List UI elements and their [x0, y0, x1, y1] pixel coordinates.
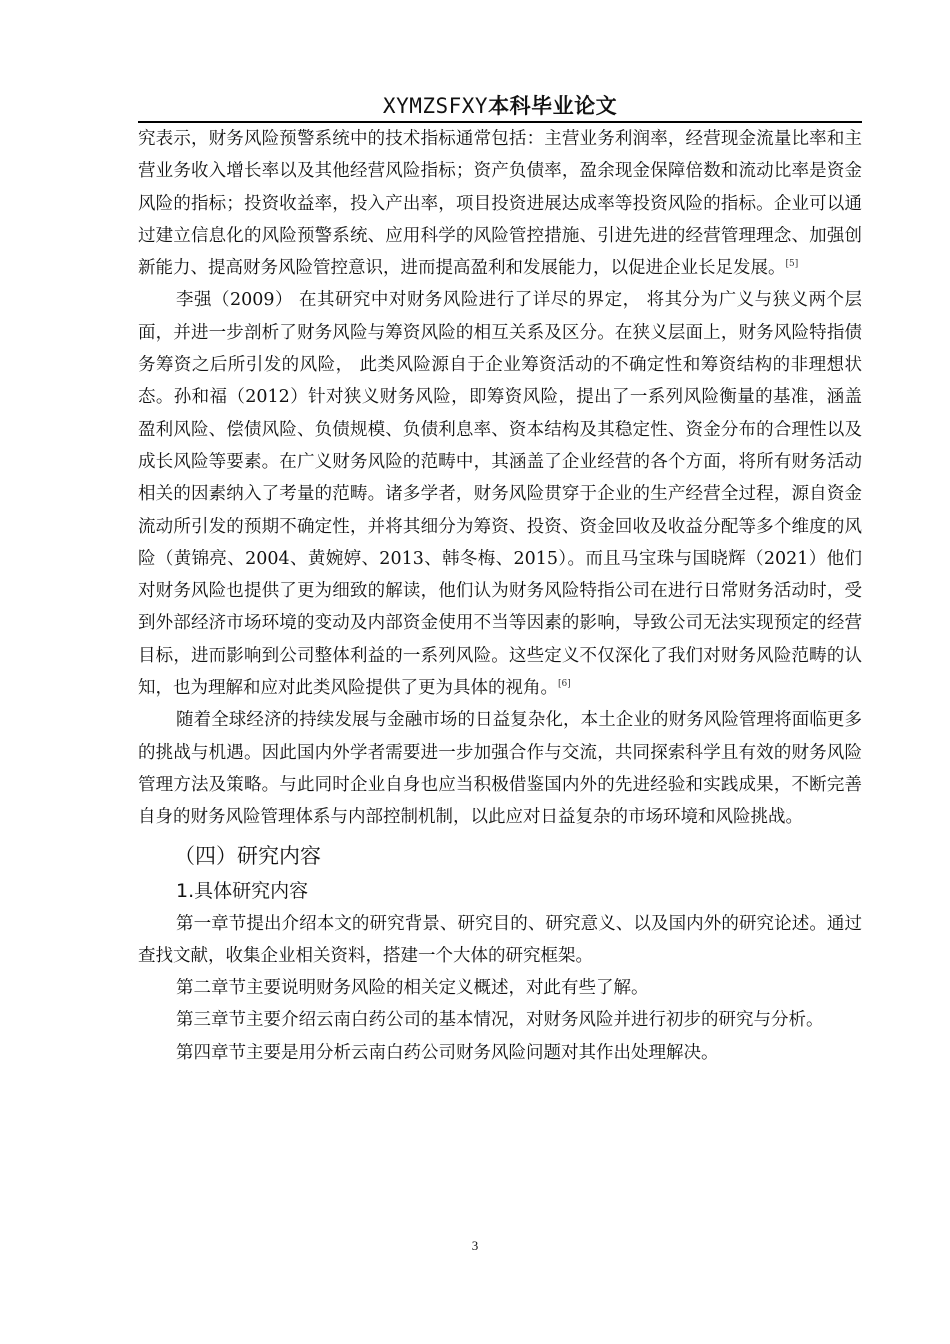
section-heading: （四）研究内容: [174, 843, 321, 868]
citation-5: [5]: [785, 259, 799, 270]
page-number: 3: [471, 1238, 479, 1253]
paragraph-continuation: 究表示，财务风险预警系统中的技术指标通常包括：主营业务利润率，经营现金流量比率和主营业务收入增长率以及其他经营风险指标；资产负债率，盈余现金保障倍数和流动比率是资金风险的指标；投资收益率，投入产出率，项目投资进展达成率等投资风险的指标。企业可以通过建立信息化的风险预警系统、应用科学的风险管控措施、引进先进的经营管理理念、加强创新能力、提高财务风险管控意识，进而提高盈利和发展能力，以促进企业长足发展。[5]: [138, 129, 862, 279]
paragraph-chapter-1: 第一章节提出介绍本文的研究背景、研究目的、研究意义、以及国内外的研究论述。通过查找文献，收集企业相关资料，搭建一个大体的研究框架。: [138, 913, 862, 966]
paragraph-chapter-4: 第四章节主要是用分析云南白药公司财务风险问题对其作出处理解决。: [176, 1042, 719, 1063]
citation-6: [6]: [558, 679, 571, 690]
header-title: 本科毕业论文: [488, 94, 618, 118]
paragraph-chapter-2: 第二章节主要说明财务风险的相关定义概述，对此有些了解。: [176, 978, 649, 999]
subsection-heading: 1.具体研究内容: [176, 879, 309, 902]
paragraph-chapter-3: 第三章节主要介绍云南白药公司的基本情况，对财务风险并进行初步的研究与分析。: [176, 1010, 824, 1031]
paragraph-liqiang: 李强（2009） 在其研究中对财务风险进行了详尽的界定， 将其分为广义与狭义两个层面，并进一步剖析了财务风险与筹资风险的相互关系及区分。在狭义层面上，财务风险特指债务筹资之后所引发的风险， 此类风险源自于企业筹资活动的不确定性和筹资结构的非理想状态。孙和福（2012）针对狭义财务风险，即筹资风险，提出了一系列风险衡量的基准，涵盖盈利风险、偿债风险、负债规模、负债利息率、资本结构及其稳定性、资金分布的合理性以及成长风险等要素。在广义财务风险的范畴中，其涵盖了企业经营的各个方面，将所有财务活动相关的因素纳入了考量的范畴。诸多学者，财务风险贯穿于企业的生产经营全过程，源自资金流动所引发的预期不确定性，并将其细分为筹资、投资、资金回收及收益分配等多个维度的风险（黄锦亮、2004、黄婉婷、2013、韩冬梅、2015）。而且马宝珠与国晓辉（2021）他们对财务风险也提供了更为细致的解读，他们认为财务风险特指公司在进行日常财务活动时，受到外部经济市场环境的变动及内部资金使用不当等因素的影响，导致公司无法实现预定的经营目标，进而影响到公司整体利益的一系列风险。这些定义不仅深化了我们对财务风险范畴的认知，也为理解和应对此类风险提供了更为具体的视角。[6]: [138, 290, 862, 699]
header-latin: XYMZSFXY: [382, 94, 489, 118]
running-header: [138, 92, 862, 120]
page-body: [138, 123, 862, 1069]
paragraph-outlook: 随着全球经济的持续发展与金融市场的日益复杂化，本土企业的财务风险管理将面临更多的挑战与机遇。因此国内外学者需要进一步加强合作与交流，共同探索科学且有效的财务风险管理方法及策略。与此同时企业自身也应当积极借鉴国内外的先进经验和实践成果，不断完善自身的财务风险管理体系与内部控制机制，以此应对日益复杂的市场环境和风险挑战。: [138, 710, 862, 828]
